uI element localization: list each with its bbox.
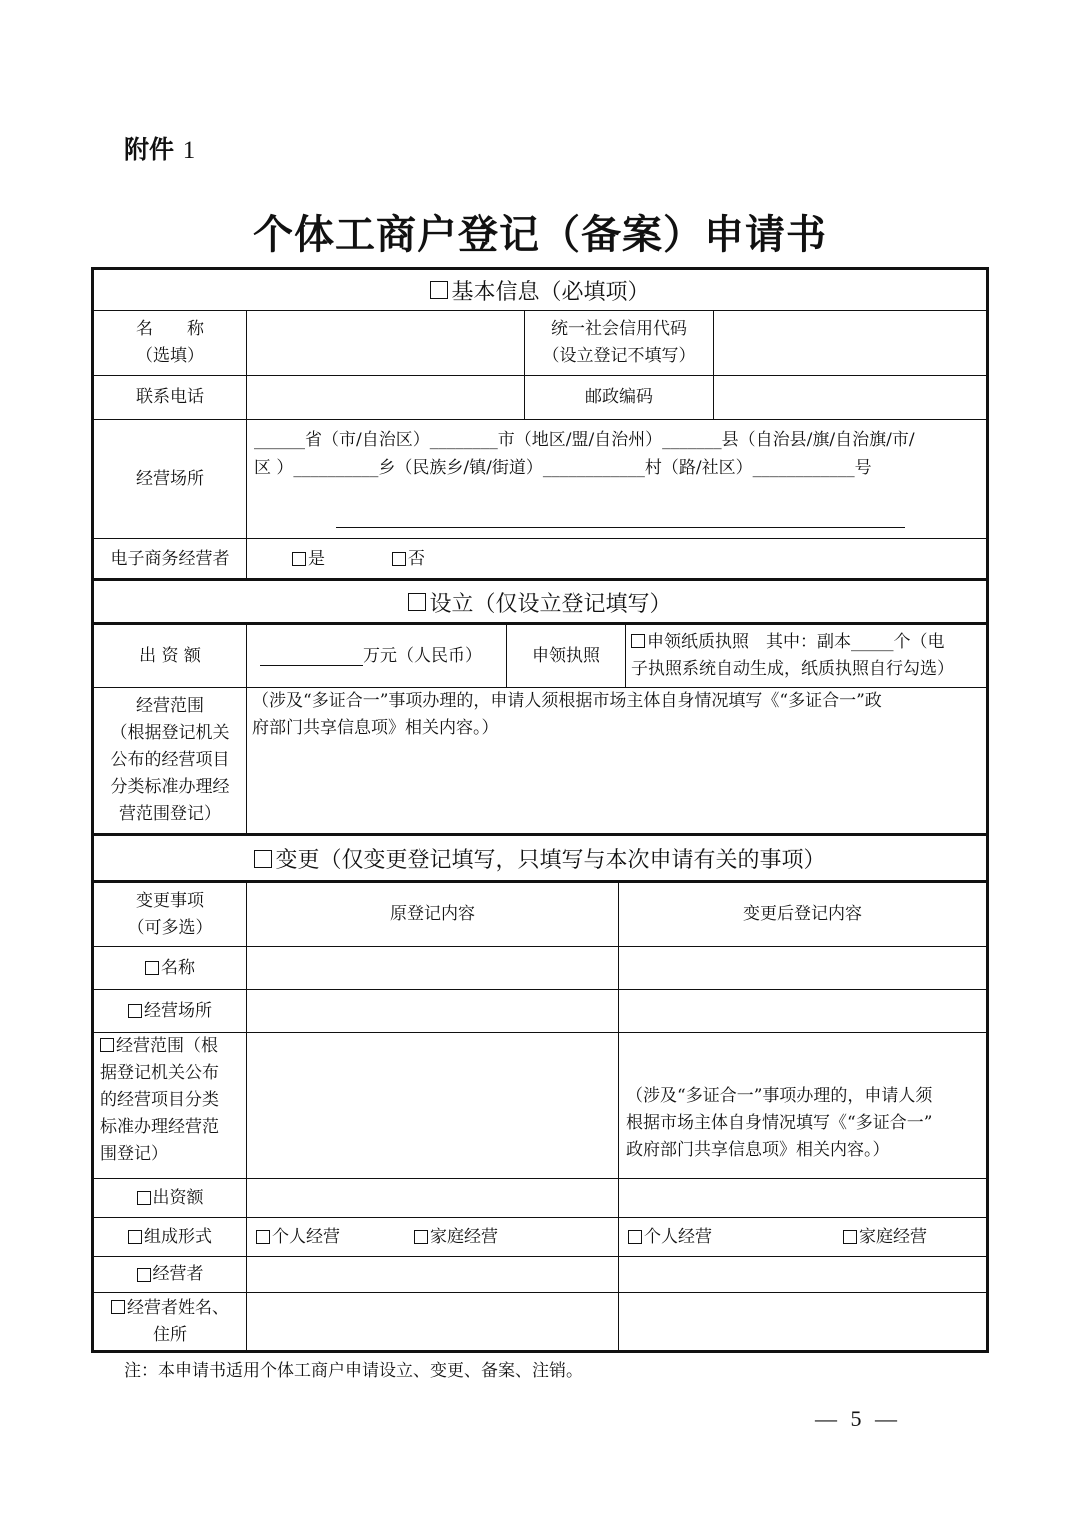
license-options[interactable] [631,625,986,687]
place-address-line[interactable] [336,527,905,528]
capital-input[interactable] [260,625,505,687]
checkbox-icon[interactable] [100,1038,114,1052]
checkbox-icon[interactable] [137,1191,151,1205]
scope-note-line-1: （涉及“多证合一”事项办理的，申请人须根据市场主体自身情况填写《“多证合一”政 [252,691,882,711]
attachment-label [124,130,195,166]
change-row-scope[interactable] [100,1033,246,1178]
checkbox-icon[interactable] [128,1004,142,1018]
place-line-2[interactable]: 区 ）__________乡（民族乡/镇/街道）____________村（路/社区）____________号 [254,457,872,478]
change-items-label-cell [94,883,246,946]
license-line-2: 子执照系统自动生成，纸质执照自行勾选） [631,659,954,679]
ecommerce-label: 电子商务经营者 [110,548,230,569]
application-form [91,267,989,1353]
form-after-family[interactable] [843,1218,983,1256]
checkbox-icon[interactable] [408,593,426,611]
change-name-original-input[interactable] [247,947,618,989]
checkbox-icon[interactable] [628,1230,642,1244]
change-row-capital-label: 出资额 [152,1187,204,1208]
change-place-original-input[interactable] [247,990,618,1032]
checkbox-icon[interactable] [292,552,306,566]
checkbox-icon[interactable] [414,1230,428,1244]
license-line-1: 申领纸质执照 其中：副本_____个（电 [647,632,945,652]
change-operator-info-after-input[interactable] [619,1293,986,1350]
change-row-form-label: 组成形式 [144,1226,212,1247]
change-capital-original-input[interactable] [247,1179,618,1217]
license-label: 申领执照 [532,645,600,666]
form-original-individual[interactable] [256,1218,411,1256]
change-row-form[interactable] [94,1218,246,1256]
name-input[interactable] [247,311,524,375]
change-row-scope-label: 标准办理经营范 [100,1117,219,1137]
change-operator-original-input[interactable] [247,1257,618,1292]
form-family-label: 家庭经营 [859,1226,927,1247]
name-label-cell [94,311,246,375]
change-row-scope-label: 据登记机关公布 [100,1063,219,1083]
attachment-number: 1 [182,137,196,164]
change-row-operator-label: 经营者 [152,1264,204,1284]
place-label: 经营场所 [136,468,204,489]
form-original-family[interactable] [414,1218,564,1256]
scope-label-line: （根据登记机关 [110,723,230,743]
section-change-title: 变更（仅变更登记填写，只填写与本次申请有关的事项） [275,848,826,873]
credit-code-input[interactable] [714,311,986,375]
change-row-operator-info-label: 住所 [153,1324,187,1345]
scope-label-line: 公布的经营项目 [110,750,230,770]
credit-code-label: 统一社会信用代码 [551,319,687,339]
change-row-name[interactable] [94,947,246,989]
change-row-scope-label: 的经营项目分类 [100,1090,219,1110]
change-operator-info-original-input[interactable] [247,1293,618,1350]
scope-input[interactable] [252,688,986,833]
checkbox-icon[interactable] [843,1230,857,1244]
phone-label: 联系电话 [136,387,204,407]
change-scope-note-line: （涉及“多证合一”事项办理的，申请人须 [626,1086,933,1106]
capital-label: 出 资 额 [139,645,201,666]
change-row-name-label: 名称 [161,957,195,978]
ecommerce-yes-label: 是 [308,548,325,569]
checkbox-icon[interactable] [254,850,272,868]
name-label: 名 称 [136,319,204,339]
page-number: — 5 — [815,1406,901,1431]
change-row-place-label: 经营场所 [144,1000,212,1021]
form-after-individual[interactable] [628,1218,788,1256]
original-content-header: 原登记内容 [390,904,475,924]
form-individual-label: 个人经营 [644,1226,712,1247]
footer-note: 注：本申请书适用个体工商户申请设立、变更、备案、注销。 [124,1361,583,1381]
change-row-operator-info[interactable] [94,1293,246,1350]
scope-label-line: 分类标准办理经 [110,777,230,797]
credit-code-hint: （设立登记不填写） [542,346,696,366]
scope-label-cell [94,688,246,833]
form-family-label: 家庭经营 [430,1226,498,1247]
change-row-operator-info-label: 经营者姓名、 [127,1297,229,1318]
scope-label-line: 经营范围 [136,696,204,716]
credit-code-label-cell [525,311,713,375]
ecommerce-no-label: 否 [408,548,425,569]
change-operator-after-input[interactable] [619,1257,986,1292]
postcode-input[interactable] [714,376,986,419]
change-items-label: 变更事项 [136,890,204,911]
scope-label-line: 营范围登记） [119,804,221,824]
change-row-capital[interactable] [94,1179,246,1217]
phone-input[interactable] [247,376,524,419]
change-scope-original-input[interactable] [247,1033,618,1178]
section-establish[interactable] [94,581,986,623]
change-scope-note-line: 政府部门共享信息项》相关内容。） [626,1140,890,1160]
checkbox-icon[interactable] [137,1268,151,1282]
ecommerce-yes-option[interactable] [292,539,392,579]
checkbox-icon[interactable] [128,1230,142,1244]
section-basic-info[interactable] [94,270,986,310]
checkbox-icon[interactable] [256,1230,270,1244]
change-capital-after-input[interactable] [619,1179,986,1217]
checkbox-icon[interactable] [392,552,406,566]
form-individual-label: 个人经营 [272,1226,340,1247]
change-row-scope-label: 围登记） [100,1144,168,1164]
change-scope-after-input[interactable] [626,1033,986,1178]
change-row-scope-label: 经营范围（根 [116,1036,218,1056]
capital-unit: 万元（人民币） [363,645,482,666]
change-items-hint: （可多选） [127,917,213,938]
change-scope-note-line: 根据市场主体自身情况填写《“多证合一” [626,1113,933,1133]
page-title: 个体工商户登记（备案）申请书 [253,211,827,258]
ecommerce-no-option[interactable] [392,539,492,579]
checkbox-icon[interactable] [631,634,645,648]
scope-note-line-2: 府部门共享信息项》相关内容。） [252,718,499,738]
checkbox-icon[interactable] [145,961,159,975]
section-establish-title: 设立（仅设立登记填写） [429,591,672,617]
change-row-place[interactable] [94,990,246,1032]
postcode-label: 邮政编码 [585,387,653,407]
section-change[interactable] [94,836,986,881]
name-hint: （选填） [136,346,204,366]
section-basic-title: 基本信息（必填项） [451,279,650,305]
capital-blank[interactable] [260,647,363,666]
change-name-after-input[interactable] [619,947,986,989]
change-row-operator[interactable] [94,1257,246,1292]
change-place-after-input[interactable] [619,990,986,1032]
checkbox-icon[interactable] [430,281,448,299]
attachment-text: 附件 [124,135,175,164]
place-line-1[interactable]: ______省（市/自治区）________市（地区/盟/自治州）_______县（自治县/旗/自治旗/市/ [254,429,915,450]
checkbox-icon[interactable] [111,1300,125,1314]
after-content-header: 变更后登记内容 [743,904,862,924]
